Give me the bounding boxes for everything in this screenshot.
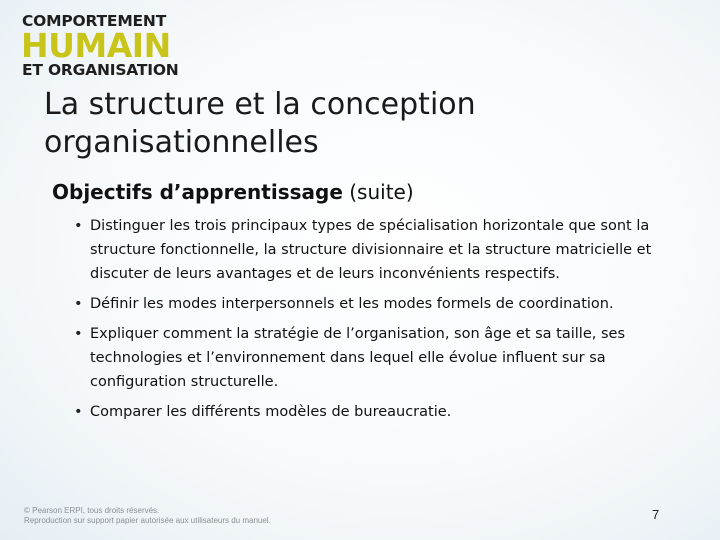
logo-line-humain: HUMAIN <box>21 25 171 65</box>
reproduction-line: Reproduction sur support papier autorisée aux utilisateurs du manuel. <box>24 516 271 525</box>
slide-title: La structure et la conception organisationnelles <box>44 87 476 160</box>
copyright-line: © Pearson ERPI, tous droits réservés. <box>24 506 160 515</box>
list-item: • Définir les modes interpersonnels et les modes formels de coordination. <box>74 292 679 316</box>
copyright-footer <box>24 506 271 526</box>
subtitle-bold: Objectifs d’apprentissage <box>52 180 343 204</box>
objectives-list <box>74 214 679 430</box>
publisher-logo <box>22 14 179 78</box>
page-number: 7 <box>652 507 660 522</box>
logo-line-organisation: ET ORGANISATION <box>22 60 179 79</box>
list-item: • Distinguer les trois principaux types de spécialisation horizontale que sont la structure fonctionnelle, la structure divisionnaire et la structure matricielle et discuter de leurs avantages et de leurs inconvénients respectifs. <box>74 214 679 286</box>
list-item: • Expliquer comment la stratégie de l’organisation, son âge et sa taille, ses technologies et l’environnement dans lequel elle évolue influent sur sa configuration structurelle. <box>74 322 679 394</box>
slide-subtitle <box>52 180 414 204</box>
logo-line-comportement: COMPORTEMENT <box>22 12 167 30</box>
subtitle-suffix: (suite) <box>342 180 414 204</box>
list-item: • Comparer les différents modèles de bureaucratie. <box>74 400 679 424</box>
